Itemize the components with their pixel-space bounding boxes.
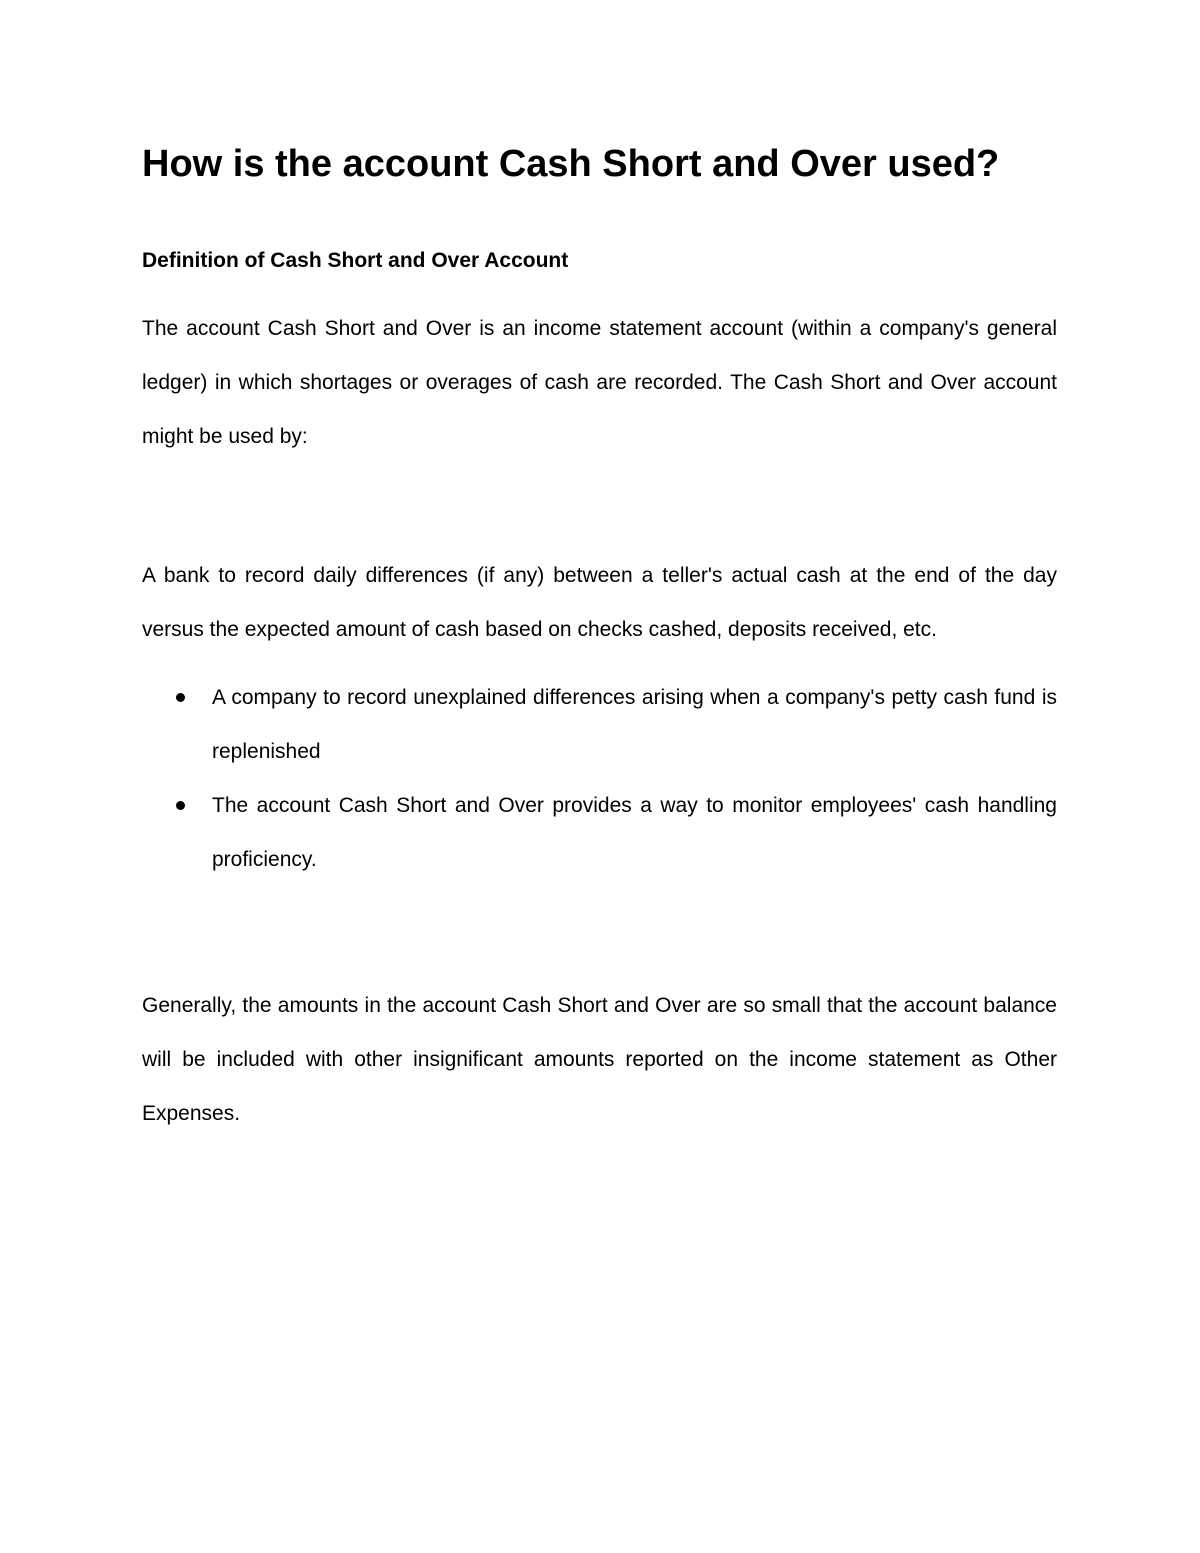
paragraph-definition: The account Cash Short and Over is an income statement account (within a company's general ledger) in which shortages or overages of cash are recorded. The Cash Short and Over account might be used by: bbox=[142, 317, 1057, 448]
document-content bbox=[142, 140, 1057, 1141]
list-item bbox=[142, 779, 1057, 887]
list-item-text: The account Cash Short and Over provides a way to monitor employees' cash handling proficiency. bbox=[212, 794, 1057, 871]
bullet-icon bbox=[176, 693, 185, 702]
bullet-list bbox=[142, 671, 1057, 887]
list-item bbox=[142, 671, 1057, 779]
paragraph-conclusion: Generally, the amounts in the account Cash Short and Over are so small that the account balance will be included with other insignificant amounts reported on the income statement as Other Expenses. bbox=[142, 994, 1057, 1125]
section-heading: Definition of Cash Short and Over Account bbox=[142, 249, 569, 272]
paragraph-bank-usage: A bank to record daily differences (if any) between a teller's actual cash at the end of the day versus the expected amount of cash based on checks cashed, deposits received, etc. bbox=[142, 564, 1057, 641]
bullet-icon bbox=[176, 801, 185, 810]
document-title: How is the account Cash Short and Over used? bbox=[142, 143, 1000, 185]
list-item-text: A company to record unexplained differences arising when a company's petty cash fund is replenished bbox=[212, 686, 1057, 763]
